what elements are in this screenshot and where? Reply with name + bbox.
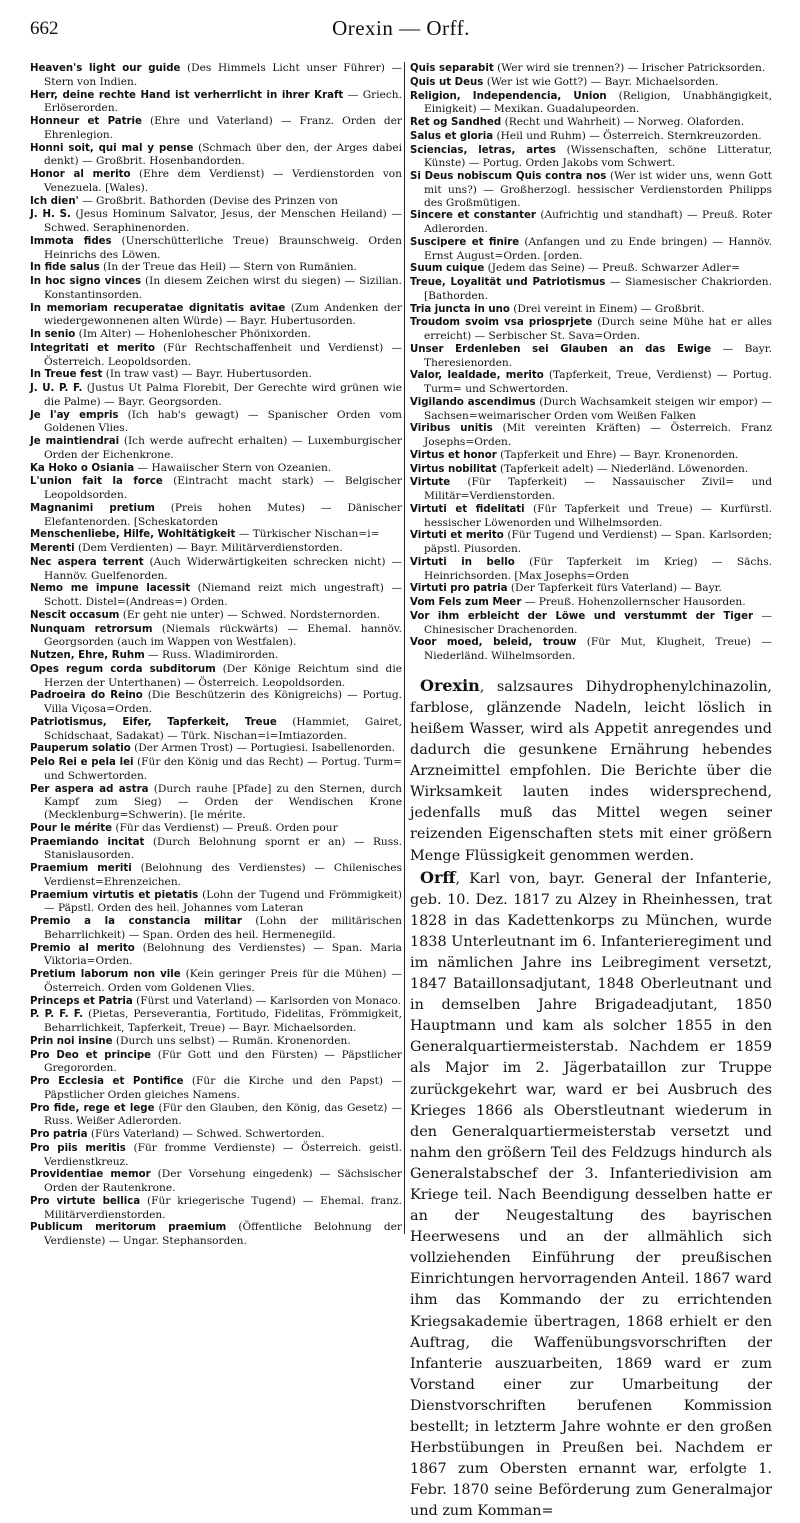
- motto-text: In Treue fest: [30, 369, 103, 381]
- motto-text: Virtuti et fidelitati: [410, 503, 525, 515]
- motto-entry: [410, 343, 772, 370]
- motto-text: Vigilando ascendimus: [410, 396, 536, 408]
- motto-text: Religion, Independencia, Union: [410, 90, 607, 102]
- motto-explanation: (Im Alter) — Hohenlohescher Phönixorden.: [75, 328, 311, 340]
- motto-entry: [410, 503, 772, 530]
- motto-entry: [410, 449, 772, 463]
- motto-entry: [30, 275, 402, 302]
- motto-entry: [410, 130, 772, 144]
- motto-explanation: — Chinesischer Drachenorden.: [424, 609, 773, 636]
- motto-entry: [30, 462, 402, 476]
- motto-text: Virtute: [410, 477, 451, 489]
- motto-explanation: (Tapferkeit adelt) — Niederländ. Löwenorden.: [496, 462, 749, 475]
- section-gap: [410, 663, 772, 675]
- motto-text: Sincere et constanter: [410, 210, 536, 222]
- motto-entry: [30, 556, 402, 583]
- motto-entry: [30, 342, 402, 369]
- motto-text: Virtus nobilitat: [410, 463, 497, 475]
- motto-entry: [410, 596, 772, 610]
- motto-text: Je l'ay empris: [30, 409, 119, 421]
- motto-explanation: (Heil und Ruhm) — Österreich. Sternkreuzorden.: [493, 129, 762, 142]
- motto-entry: [410, 582, 772, 596]
- motto-entry: [30, 382, 402, 409]
- motto-text: Ich dien': [30, 195, 79, 207]
- motto-explanation: (Jedem das Seine) — Preuß. Schwarzer Adler=: [484, 262, 740, 275]
- motto-explanation: (Jesus Hominum Salvator, Jesus, der Menschen Heiland) — Schwed. Seraphinenorden.: [44, 208, 403, 234]
- motto-entry: [30, 623, 402, 650]
- motto-explanation: (Für Rechtschaffenheit und Verdienst) — Österreich. Leopoldsorden.: [44, 341, 402, 368]
- motto-text: Publicum meritorum praemium: [30, 1222, 227, 1234]
- column-divider: [404, 62, 405, 1234]
- motto-text: Padroeira do Reino: [30, 690, 143, 702]
- motto-explanation: — Hawaiischer Stern von Ozeanien.: [134, 461, 332, 474]
- motto-text: In hoc signo vinces: [30, 276, 142, 287]
- motto-explanation: (Hammiet, Gairet, Schidschaat, Sadakat) — Türk. Nischan=i=Imtiazorden.: [44, 715, 403, 742]
- page-header: [30, 14, 772, 48]
- motto-entry: [30, 502, 402, 529]
- motto-explanation: (Preis hohen Mutes) — Dänischer Elefantenorden. [Scheskatorden: [44, 501, 402, 528]
- motto-explanation: (Für Tapferkeit und Treue) — Kurfürstl. hessischer Löwenorden und Wilhelmsorden.: [424, 502, 772, 529]
- motto-text: Quis ut Deus: [410, 76, 484, 88]
- motto-entry: [410, 170, 772, 209]
- motto-explanation: (Justus Ut Palma Florebit, Der Gerechte wird grünen wie die Palme) — Bayr. Georgsorden.: [44, 382, 402, 408]
- motto-entry: [30, 689, 402, 716]
- motto-explanation: (Der Tapferkeit fürs Vaterland) — Bayr.: [507, 582, 722, 595]
- motto-entry: [410, 76, 772, 90]
- motto-text: Premio a la constancia militar: [30, 916, 242, 927]
- motto-entry: [30, 261, 402, 275]
- motto-text: Treue, Loyalität und Patriotismus: [410, 277, 606, 288]
- motto-entry: [410, 529, 772, 556]
- motto-explanation: (Pietas, Perseverantia, Fortitudo, Fidelitas, Frömmigkeit, Beharrlichkeit, Tapferkeit, Treue) — Bayr. Michaelsorden.: [44, 1008, 402, 1034]
- motto-entry: [30, 368, 402, 382]
- motto-entry: [410, 303, 772, 317]
- motto-explanation: — Preuß. Hohenzollernscher Hausorden.: [521, 596, 746, 608]
- motto-explanation: (Wer wird sie trennen?) — Irischer Patricksorden.: [493, 62, 766, 74]
- motto-text: Patriotismus, Eifer, Tapferkeit, Treue: [30, 716, 277, 728]
- article-orff: [410, 867, 772, 1523]
- motto-entry: [410, 463, 772, 477]
- motto-entry: [30, 528, 402, 542]
- motto-explanation: (Für kriegerische Tugend) — Ehemal. franz. Militärverdienstorden.: [44, 1194, 403, 1221]
- motto-text: Valor, lealdade, merito: [410, 370, 544, 382]
- motto-entry: [410, 369, 772, 396]
- motto-explanation: (Wissenschaften, schöne Litteratur, Künste) — Portug. Orden Jakobs vom Schwert.: [424, 143, 772, 170]
- motto-text: P. P. F. F.: [30, 1009, 84, 1021]
- motto-entry: [30, 889, 402, 916]
- motto-entry: [30, 1168, 402, 1195]
- motto-explanation: (Tapferkeit und Ehre) — Bayr. Kronenorden.: [496, 448, 739, 461]
- motto-text: Sciencias, letras, artes: [410, 144, 556, 156]
- motto-entry: [30, 168, 402, 195]
- page-number: 662: [30, 18, 59, 39]
- motto-entry: [410, 116, 772, 130]
- motto-text: Voor moed, beleid, trouw: [410, 637, 577, 649]
- motto-entry: [410, 276, 772, 303]
- motto-entry: [30, 1142, 402, 1169]
- motto-entry: [410, 316, 772, 343]
- motto-text: Prin noi insine: [30, 1035, 113, 1047]
- motto-entry: [30, 609, 402, 623]
- motto-entry: [30, 968, 402, 995]
- motto-entry: [30, 822, 402, 836]
- motto-text: Pro piis meritis: [30, 1142, 126, 1154]
- motto-entry: [30, 1049, 402, 1076]
- motto-entry: [30, 208, 402, 235]
- motto-entry: [30, 915, 402, 942]
- article-headword: Orexin: [420, 675, 480, 695]
- motto-explanation: (Für Tugend und Verdienst) — Span. Karlsorden; päpstl. Piusorden.: [424, 529, 772, 555]
- motto-entry: [30, 235, 402, 262]
- motto-explanation: (Religion, Unabhängigkeit, Einigkeit) — Mexikan. Guadalupeorden.: [424, 89, 772, 116]
- right-column: [410, 62, 773, 1520]
- motto-explanation: (Durch Belohnung spornt er an) — Russ. Stanislausorden.: [44, 835, 402, 862]
- motto-explanation: (Aufrichtig und standhaft) — Preuß. Roter Adlerorden.: [424, 209, 772, 235]
- motto-explanation: (Für das Verdienst) — Preuß. Orden pour: [112, 821, 338, 834]
- motto-explanation: (Für die Kirche und den Papst) — Päpstlicher Orden gleiches Namens.: [44, 1075, 403, 1101]
- motto-entry: [30, 1102, 402, 1129]
- motto-text: J. U. P. F.: [30, 383, 83, 394]
- motto-entry: [30, 756, 402, 783]
- motto-explanation: (Der Vorsehung eingedenk) — Sächsischer Orden der Rautenkrone.: [44, 1168, 402, 1194]
- motto-entry: [30, 328, 402, 342]
- motto-explanation: (Anfangen und zu Ende bringen) — Hannöv. Ernst August=Orden. [orden.: [424, 235, 772, 262]
- motto-explanation: (Kein geringer Preis für die Mühen) — Österreich. Orden vom Goldenen Vlies.: [44, 968, 402, 994]
- motto-explanation: — Großbrit. Bathorden (Devise des Prinzen von: [78, 194, 338, 207]
- motto-explanation: (Wer ist wie Gott?) — Bayr. Michaelsorden.: [483, 75, 719, 88]
- motto-explanation: (Ehre dem Verdienst) — Verdienstorden von Venezuela. [Wales).: [44, 168, 403, 194]
- motto-entry: [30, 942, 402, 969]
- motto-explanation: (Lohn der militärischen Beharrlichkeit) — Span. Orden des heil. Hermenegild.: [44, 915, 402, 941]
- motto-text: Nec aspera terrent: [30, 556, 144, 568]
- motto-explanation: (Recht und Wahrheit) — Norweg. Olaforden.: [501, 116, 745, 128]
- motto-entry: [30, 582, 402, 609]
- motto-entry: [410, 396, 772, 423]
- motto-text: Premio al merito: [30, 942, 135, 954]
- motto-entry: [410, 236, 772, 263]
- motto-explanation: — Bayr. Theresienorden.: [424, 342, 772, 369]
- motto-text: Viribus unitis: [410, 423, 493, 435]
- motto-text: Magnanimi pretium: [30, 502, 155, 514]
- motto-text: Providentiae memor: [30, 1169, 151, 1181]
- motto-text: Pro virtute bellica: [30, 1195, 141, 1207]
- motto-text: Suscipere et finire: [410, 236, 520, 248]
- motto-text: Heaven's light our guide: [30, 63, 181, 74]
- motto-text: Virtuti et merito: [410, 530, 504, 542]
- motto-text: Pro fide, rege et lege: [30, 1102, 155, 1114]
- motto-text: Honor al merito: [30, 169, 131, 180]
- motto-text: Ka Hoko o Osiania: [30, 462, 135, 474]
- motto-entry: [30, 783, 402, 822]
- motto-explanation: (Durch uns selbst) — Rumän. Kronenorden.: [112, 1034, 351, 1047]
- motto-text: Suum cuique: [410, 263, 485, 275]
- motto-explanation: (Lohn der Tugend und Frömmigkeit) — Päpstl. Orden des heil. Johannes vom Lateran: [44, 888, 402, 915]
- motto-entry: [410, 144, 772, 171]
- motto-explanation: — Russ. Wladimirorden.: [144, 649, 279, 661]
- motto-entry: [30, 649, 402, 663]
- motto-text: Pro patria: [30, 1129, 88, 1140]
- motto-text: In memoriam recuperatae dignitatis avitae: [30, 302, 286, 314]
- motto-explanation: (Die Beschützerin des Königreichs) — Portug. Villa Viçosa=Orden.: [44, 689, 402, 715]
- motto-explanation: (Für den Glauben, den König, das Gesetz) — Russ. Weißer Adlerorden.: [44, 1101, 402, 1128]
- motto-text: L'union fait la force: [30, 476, 163, 488]
- article-orexin: [410, 675, 772, 867]
- motto-explanation: (Fürst und Vaterland) — Karlsorden von Monaco.: [132, 994, 401, 1007]
- motto-text: Nunquam retrorsum: [30, 623, 153, 635]
- motto-text: Unser Erdenleben sei Glauben an das Ewige: [410, 343, 712, 355]
- motto-text: Opes regum corda subditorum: [30, 663, 216, 675]
- motto-text: Menschenliebe, Hilfe, Wohltätigkeit: [30, 529, 236, 541]
- motto-text: Honneur et Patrie: [30, 116, 142, 127]
- motto-entry: [30, 195, 402, 209]
- motto-text: Nemo me impune lacessit: [30, 583, 191, 595]
- motto-explanation: (Ehre und Vaterland) — Franz. Orden der Ehrenlegion.: [44, 115, 402, 141]
- motto-entry: [30, 62, 402, 89]
- motto-entry: [410, 62, 772, 76]
- motto-explanation: (Des Himmels Licht unser Führer) — Stern von Indien.: [44, 62, 402, 88]
- motto-explanation: (Belohnung des Verdienstes) — Chilenisches Verdienst=Ehrenzeichen.: [44, 862, 402, 888]
- motto-entry: [30, 142, 402, 169]
- motto-explanation: (Öffentliche Belohnung der Verdienste) — Ungar. Stephansorden.: [44, 1221, 402, 1247]
- motto-entry: [30, 1075, 402, 1102]
- motto-explanation: (Unerschütterliche Treue) Braunschweig. Orden Heinrichs des Löwen.: [44, 234, 402, 261]
- motto-text: Vom Fels zum Meer: [410, 597, 522, 608]
- motto-explanation: (In der Treue das Heil) — Stern von Rumänien.: [99, 261, 357, 274]
- motto-explanation: (Schmach über den, der Arges dabei denkt) — Großbrit. Hosenbandorden.: [44, 141, 402, 168]
- motto-entry: [30, 1128, 402, 1142]
- motto-entry: [30, 862, 402, 889]
- motto-explanation: (Für Tapferkeit) — Nassauischer Zivil= und Militär=Verdienstorden.: [424, 476, 772, 502]
- motto-entry: [30, 1035, 402, 1049]
- motto-text: Pelo Rei e pela lei: [30, 757, 134, 768]
- motto-text: Pro Deo et principe: [30, 1049, 152, 1061]
- motto-entry: [30, 542, 402, 556]
- motto-text: Praemium virtutis et pietatis: [30, 889, 199, 901]
- motto-entry: [410, 476, 772, 503]
- motto-explanation: (Der Könige Reichtum sind die Herzen der Unterthanen) — Österreich. Leopoldsorden.: [44, 662, 402, 689]
- motto-text: Pauperum solatio: [30, 743, 131, 755]
- motto-text: Salus et gloria: [410, 130, 494, 142]
- motto-explanation: (Dem Verdienten) — Bayr. Militärverdienstorden.: [74, 542, 343, 554]
- motto-entry: [410, 209, 772, 236]
- motto-entry: [30, 409, 402, 436]
- article-body: , Karl von, bayr. General der Infanterie, geb. 10. Dez. 1817 zu Alzey in Rheinhessen, trat 1828 in das Kadettenkorps zu München, wurde 1838 Unterleutnant im 6. Infanterieregiment und im nämlichen Jahre ins Leibregiment versetzt, 1847 Bataillonsadjutant, 1848 Oberleutnant und in demselben Jahre Brigadeadjutant, 1850 Hauptmann und kam als solcher 1855 in den Generalquartiermeisterstab. Nachdem er 1859 als Major im 2. Jägerbataillon zur Truppe zurückgekehrt war, ward er bei Ausbruch des Krieges 1866 als Oberstleutnant wiederum in den Generalquartiermeisterstab versetzt und nahm den größern Teil des Feldzugs hindurch als Generalstabschef der 3. Infanteriedivision am Kriege teil. Nach Beendigung desselben hatte er an der Neugestaltung des bayrischen Heerwesens und an der allmählich sich vollziehenden Einführung der preußischen Einrichtungen hervorragenden Anteil. 1867 ward ihm das Kommando der zu errichtenden Kriegsakademie übertragen, 1868 erhielt er den Auftrag, die Waffenübungsvorschriften der Infanterie auszuarbeiten, 1869 ward er zum Vorstand einer zur Umarbeitung der Dienstvorschriften berufenen Kommission bestellt; in letzterm Jahre wohnte er den großen Herbstübungen in Preußen bei. Nachdem er 1867 zum Obersten ernannt war, erfolgte 1. Febr. 1870 seine Beförderung zum Generalmajor und zum Komman=: [410, 870, 772, 1520]
- motto-text: Vor ihm erbleicht der Löwe und verstummt der Tiger: [410, 610, 754, 622]
- motto-text: Virtuti in bello: [410, 556, 515, 568]
- motto-entry: [30, 995, 402, 1009]
- motto-entry: [30, 115, 402, 142]
- motto-text: Je maintiendrai: [30, 436, 120, 447]
- motto-entry: [30, 716, 402, 743]
- motto-explanation: (In diesem Zeichen wirst du siegen) — Sizilian. Konstantinsorden.: [44, 275, 402, 301]
- motto-entry: [410, 610, 772, 637]
- motto-entry: [30, 1195, 402, 1222]
- motto-text: Merenti: [30, 543, 75, 554]
- motto-text: Nescit occasum: [30, 609, 120, 621]
- encyclopedia-articles: [410, 675, 772, 1523]
- motto-text: Princeps et Patria: [30, 995, 133, 1007]
- motto-explanation: (Auch Widerwärtigkeiten schrecken nicht) — Hannöv. Guelfenorden.: [44, 555, 402, 582]
- motto-explanation: — Griech. Erlöserorden.: [44, 88, 403, 115]
- motto-explanation: — Türkischer Nischan=i=: [235, 528, 380, 541]
- motto-entry: [410, 556, 772, 583]
- left-column-mottos: [30, 62, 402, 1254]
- motto-text: Tria juncta in uno: [410, 303, 510, 315]
- motto-text: Honni soit, qui mal y pense: [30, 142, 194, 154]
- motto-entry: [30, 475, 402, 502]
- motto-entry: [30, 663, 402, 690]
- motto-entry: [30, 302, 402, 329]
- running-title: Orexin — Orff.: [332, 16, 470, 40]
- motto-text: Nutzen, Ehre, Ruhm: [30, 650, 145, 661]
- motto-entry: [30, 742, 402, 756]
- motto-text: In senio: [30, 329, 76, 340]
- motto-text: Per aspera ad astra: [30, 783, 149, 795]
- motto-explanation: (Der Armen Trost) — Portugiesi. Isabellenorden.: [130, 742, 396, 755]
- motto-explanation: (Belohnung des Verdienstes) — Span. Maria Viktoria=Orden.: [44, 941, 402, 968]
- motto-explanation: (Für den König und das Recht) — Portug. Turm= und Schwertorden.: [44, 756, 402, 782]
- motto-explanation: (Niemals rückwärts) — Ehemal. hannöv. Georgsorden (auch im Wappen von Westfalen).: [44, 622, 402, 649]
- motto-entry: [30, 89, 402, 116]
- motto-text: In fide salus: [30, 262, 100, 274]
- motto-explanation: (Ich werde aufrecht erhalten) — Luxemburgischer Orden der Eichenkrone.: [44, 435, 402, 461]
- motto-text: Quis separabit: [410, 63, 494, 74]
- motto-entry: [410, 90, 772, 117]
- article-body: , salzsaures Dihydrophenylchinazolin, farblose, glänzende Nadeln, leicht löslich in heißem Wasser, wird als Appetit anregendes und dadurch die gesunkene Ernährung hebendes Arzneimittel empfohlen. Die Berichte über die Wirksamkeit lauten indes widersprechend, jedenfalls muß das Mittel wegen seiner reizenden Eigenschaften stets mit einer größern Menge Flüssigkeit genommen werden.: [410, 678, 772, 864]
- motto-text: Pretium laborum non vile: [30, 969, 181, 980]
- motto-text: Pour le mérite: [30, 822, 113, 834]
- motto-explanation: (Ich hab's gewagt) — Spanischer Orden vom Goldenen Vlies.: [44, 408, 402, 435]
- motto-explanation: (Tapferkeit, Treue, Verdienst) — Portug. Turm= und Schwertorden.: [424, 369, 772, 395]
- motto-entry: [30, 435, 402, 462]
- motto-explanation: (Für Mut, Klugheit, Treue) — Niederländ. Wilhelmsorden.: [424, 636, 772, 662]
- motto-explanation: (In traw vast) — Bayr. Hubertusorden.: [102, 368, 312, 381]
- motto-entry: [410, 636, 772, 663]
- motto-text: Praemium meriti: [30, 863, 132, 874]
- motto-text: Praemiando incitat: [30, 836, 145, 848]
- motto-text: Pro Ecclesia et Pontifice: [30, 1076, 184, 1087]
- motto-explanation: (Wer ist wider uns, wenn Gott mit uns?) — Großherzogl. hessischer Verdienstorden Philipps des Großmütigen.: [424, 170, 772, 209]
- motto-explanation: (Für Gott und den Fürsten) — Päpstlicher Gregororden.: [44, 1048, 402, 1075]
- motto-explanation: (Mit vereinten Kräften) — Österreich. Franz Josephs=Orden.: [424, 422, 772, 448]
- motto-entry: [30, 836, 402, 863]
- article-headword: Orff: [420, 867, 456, 887]
- motto-entry: [30, 1221, 402, 1248]
- motto-text: Immota fides: [30, 235, 112, 247]
- motto-explanation: (Durch rauhe [Pfade] zu den Sternen, durch Kampf zum Sieg) — Orden der Wendischen Krone (Mecklenburg=Schwerin). [le mérite.: [44, 782, 403, 821]
- motto-explanation: (Für Tapferkeit im Krieg) — Sächs. Heinrichsorden. [Max Josephs=Orden: [424, 555, 772, 582]
- motto-entry: [410, 422, 772, 449]
- motto-text: Virtus et honor: [410, 449, 497, 461]
- motto-text: J. H. S.: [30, 209, 71, 221]
- motto-explanation: (Durch seine Mühe hat er alles erreicht) — Serbischer St. Sava=Orden.: [424, 316, 772, 342]
- motto-explanation: (Drei vereint in Einem) — Großbrit.: [509, 302, 705, 315]
- motto-explanation: (Zum Andenken der wiedergewonnenen alten Würde) — Bayr. Hubertusorden.: [44, 301, 402, 328]
- motto-text: Integritati et merito: [30, 342, 155, 354]
- motto-explanation: (Durch Wachsamkeit steigen wir empor) — Sachsen=weimarischer Orden vom Weißen Falken: [424, 395, 773, 422]
- motto-text: Virtuti pro patria: [410, 583, 508, 595]
- right-column-mottos: [410, 62, 772, 663]
- motto-explanation: (Fürs Vaterland) — Schwed. Schwertorden.: [87, 1128, 325, 1140]
- motto-entry: [30, 1008, 402, 1035]
- motto-text: Herr, deine rechte Hand ist verherrlicht in ihrer Kraft: [30, 89, 344, 101]
- motto-explanation: (Eintracht macht stark) — Belgischer Leopoldsorden.: [44, 475, 402, 501]
- motto-explanation: (Für fromme Verdienste) — Österreich. geistl. Verdienstkreuz.: [44, 1141, 402, 1168]
- motto-explanation: (Er geht nie unter) — Schwed. Nordsternorden.: [119, 608, 380, 621]
- motto-text: Troudom svoim vsa priosprjete: [410, 317, 593, 329]
- motto-text: Si Deus nobiscum Quis contra nos: [410, 171, 607, 182]
- motto-explanation: (Niemand reizt mich ungestraft) — Schott. Distel=(Andreas=) Orden.: [44, 582, 402, 608]
- motto-text: Ret og Sandhed: [410, 117, 502, 128]
- motto-entry: [410, 262, 772, 276]
- motto-explanation: — Siamesischer Chakriorden. [Bathorden.: [424, 276, 772, 302]
